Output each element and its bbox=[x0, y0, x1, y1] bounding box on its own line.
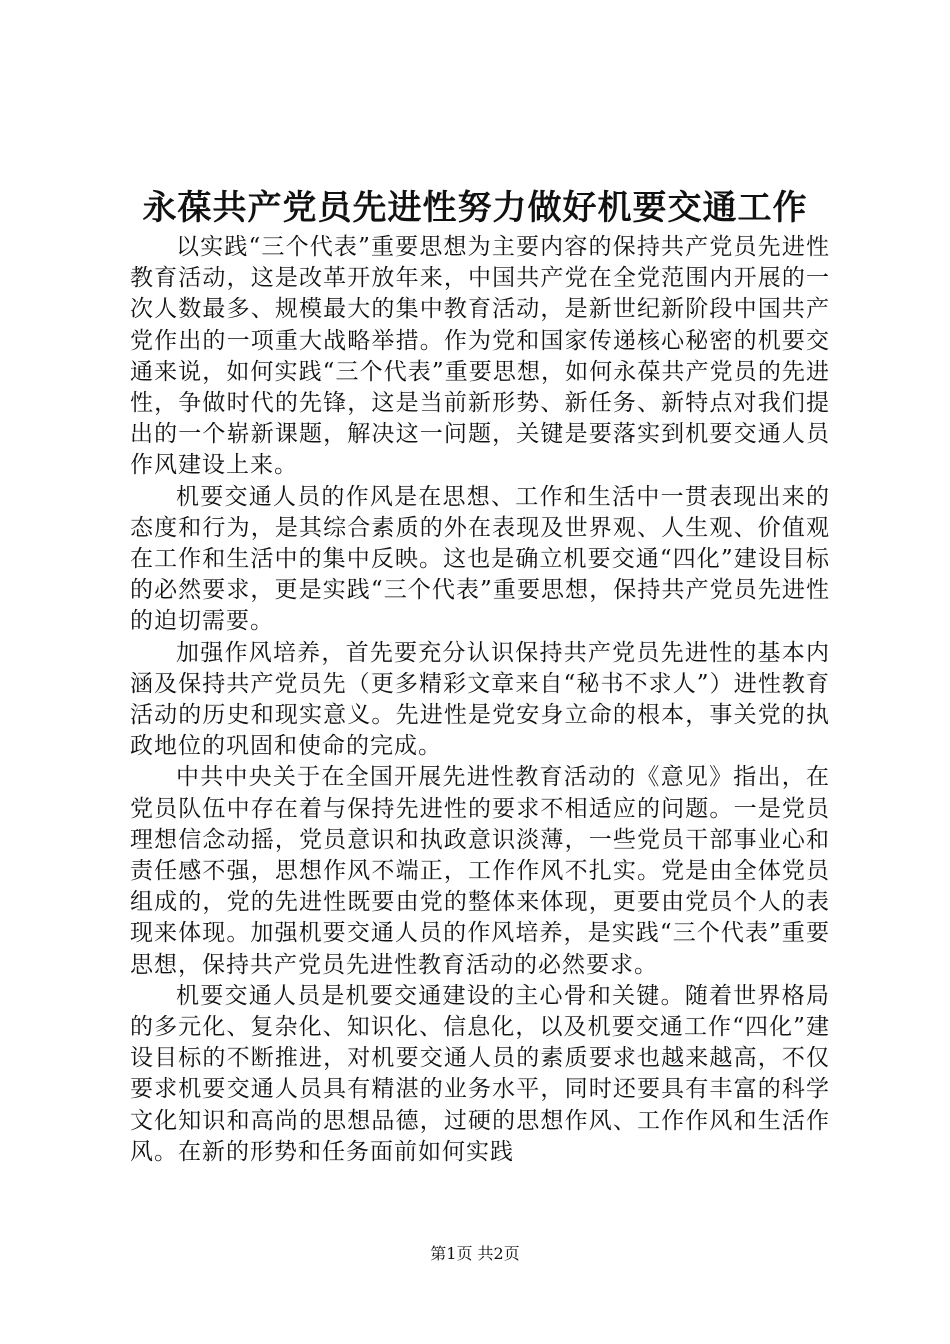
paragraph-5: 机要交通人员是机要交通建设的主心骨和关键。随着世界格局的多元化、复杂化、知识化、信息化，以及机要交通工作“四化”建设目标的不断推进，对机要交通人员的素质要求也越来越高，不仅要求机要交通人员具有精湛的业务水平，同时还要具有丰富的科学文化知识和高尚的思想品德，过硬的思想作风、工作作风和生活作风。在新的形势和任务面前如何实践 bbox=[130, 982, 830, 1165]
paragraph-4: 中共中央关于在全国开展先进性教育活动的《意见》指出，在党员队伍中存在着与保持先进性的要求不相适应的问题。一是党员理想信念动摇，党员意识和执政意识淡薄，一些党员干部事业心和责任感不强，思想作风不端正，工作作风不扎实。党是由全体党员组成的，党的先进性既要由党的整体来体现，更要由党员个人的表现来体现。加强机要交通人员的作风培养，是实践“三个代表”重要思想，保持共产党员先进性教育活动的必然要求。 bbox=[130, 764, 830, 978]
paragraph-1: 以实践“三个代表”重要思想为主要内容的保持共产党员先进性教育活动，这是改革开放年来，中国共产党在全党范围内开展的一次人数最多、规模最大的集中教育活动，是新世纪新阶段中国共产党作出的一项重大战略举措。作为党和国家传递核心秘密的机要交通来说，如何实践“三个代表”重要思想，如何永葆共产党员的先进性，争做时代的先锋，这是当前新形势、新任务、新特点对我们提出的一个崭新课题，解决这一问题，关键是要落实到机要交通人员作风建设上来。 bbox=[130, 234, 830, 479]
paragraph-3: 加强作风培养，首先要充分认识保持共产党员先进性的基本内涵及保持共产党员先（更多精彩文章来自“秘书不求人”）进性教育活动的历史和现实意义。先进性是党安身立命的根本，事关党的执政地位的巩固和使命的完成。 bbox=[130, 639, 830, 760]
page-number-footer: 第1页 共2页 bbox=[430, 1244, 520, 1263]
document-body bbox=[130, 232, 830, 1168]
page-title: 永葆共产党员先进性努力做好机要交通工作 bbox=[142, 188, 808, 228]
paragraph-2: 机要交通人员的作风是在思想、工作和生活中一贯表现出来的态度和行为，是其综合素质的外在表现及世界观、人生观、价值观在工作和生活中的集中反映。这也是确立机要交通“四化”建设目标的必然要求，更是实践“三个代表”重要思想，保持共产党员先进性的迫切需要。 bbox=[130, 483, 830, 635]
